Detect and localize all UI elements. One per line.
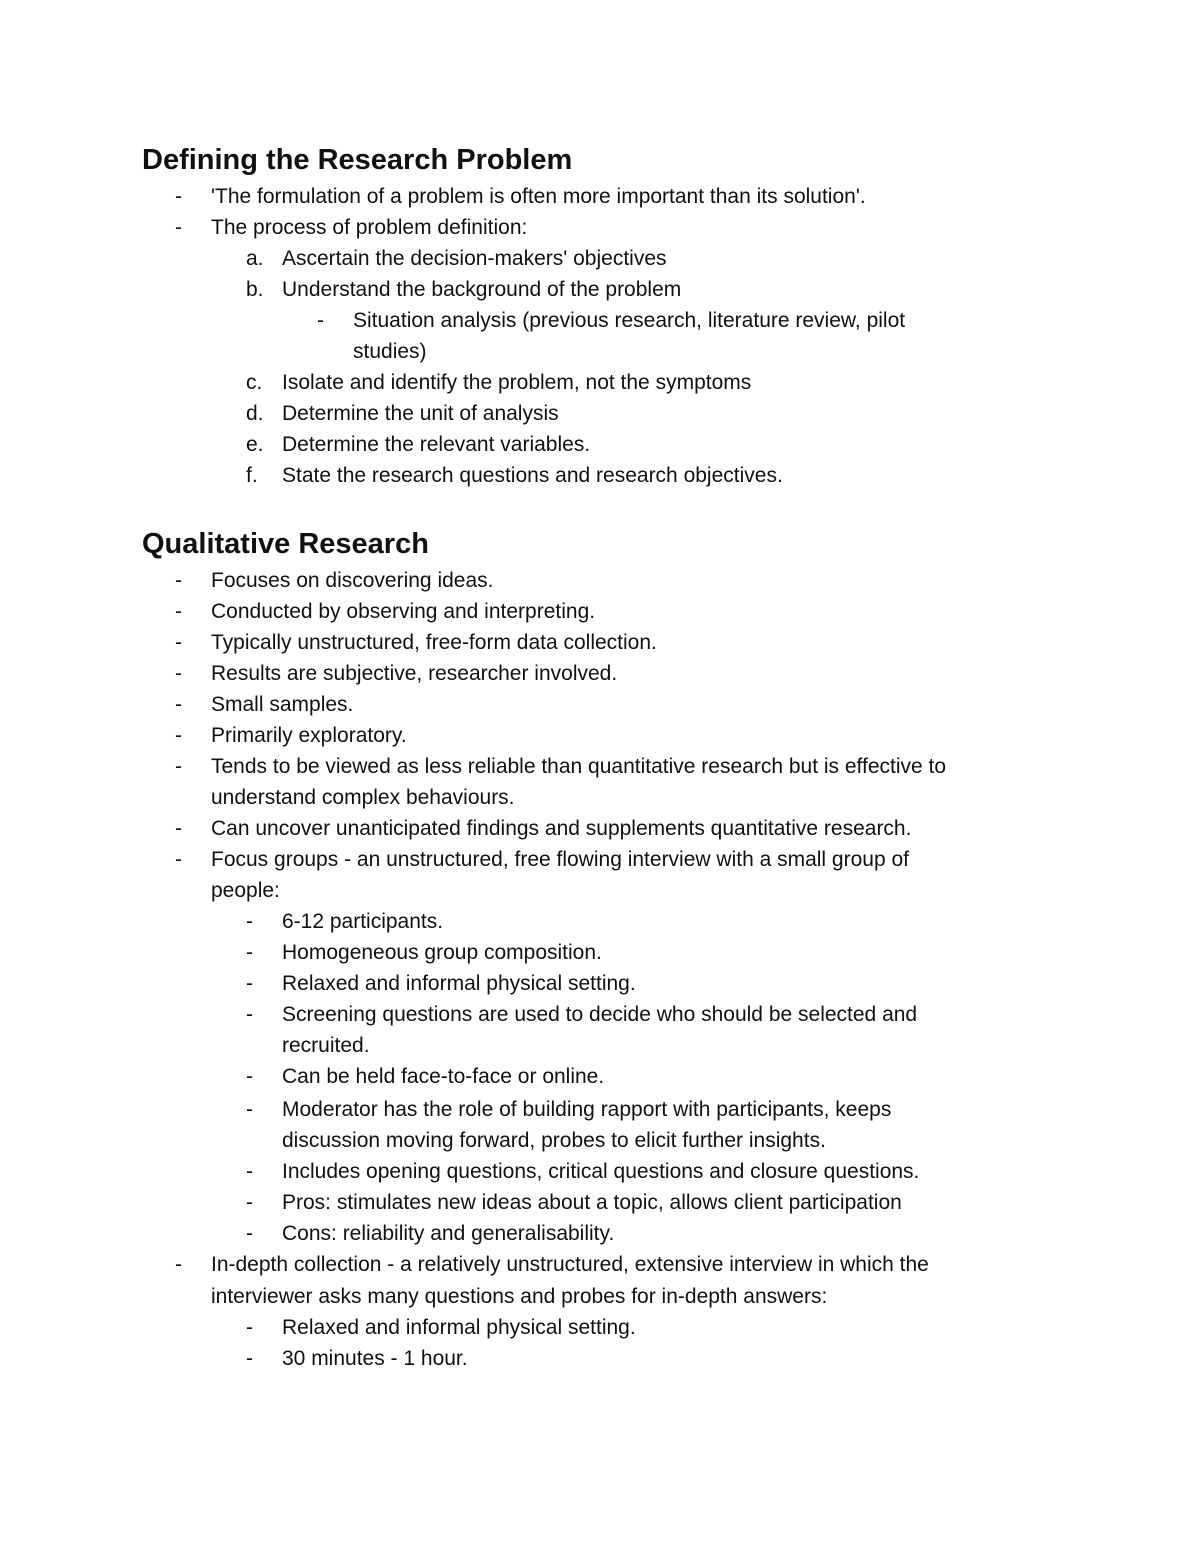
list-item-text: 30 minutes - 1 hour. bbox=[282, 1347, 468, 1370]
list-item-text: Homogeneous group composition. bbox=[282, 941, 602, 964]
list-item-text: Focuses on discovering ideas. bbox=[211, 569, 494, 592]
section-heading-research-problem: Defining the Research Problem bbox=[142, 144, 573, 176]
dash-marker: - bbox=[317, 309, 324, 332]
list-item-text: Includes opening questions, critical questions and closure questions. bbox=[282, 1160, 920, 1183]
list-item-text: Moderator has the role of building rapport with participants, keeps bbox=[282, 1098, 892, 1121]
dash-marker: - bbox=[246, 1347, 253, 1370]
letter-marker: d. bbox=[246, 402, 264, 425]
dash-marker: - bbox=[175, 216, 182, 239]
list-item-text: Typically unstructured, free-form data collection. bbox=[211, 631, 657, 654]
dash-marker: - bbox=[175, 817, 182, 840]
list-item-text: State the research questions and research objectives. bbox=[282, 464, 783, 487]
dash-marker: - bbox=[175, 724, 182, 747]
list-item-text: 6-12 participants. bbox=[282, 910, 444, 933]
dash-marker: - bbox=[175, 569, 182, 592]
list-item-text: Situation analysis (previous research, literature review, pilot bbox=[353, 309, 906, 332]
dash-marker: - bbox=[246, 1098, 253, 1121]
list-item-text: Ascertain the decision-makers' objectives bbox=[282, 247, 667, 270]
list-item-text: Can uncover unanticipated findings and supplements quantitative research. bbox=[211, 817, 912, 840]
dash-marker: - bbox=[175, 600, 182, 623]
letter-marker: c. bbox=[246, 371, 263, 394]
dash-marker: - bbox=[175, 631, 182, 654]
dash-marker: - bbox=[246, 1316, 253, 1339]
dash-marker: - bbox=[246, 1003, 253, 1026]
dash-marker: - bbox=[246, 1065, 253, 1088]
dash-marker: - bbox=[246, 910, 253, 933]
dash-marker: - bbox=[246, 941, 253, 964]
list-item-text: Cons: reliability and generalisability. bbox=[282, 1222, 615, 1245]
dash-marker: - bbox=[175, 848, 182, 871]
list-item-text: Can be held face-to-face or online. bbox=[282, 1065, 605, 1088]
dash-marker: - bbox=[175, 662, 182, 685]
list-item-text: Understand the background of the problem bbox=[282, 278, 682, 301]
list-item-text: Primarily exploratory. bbox=[211, 724, 407, 747]
dash-marker: - bbox=[175, 693, 182, 716]
letter-marker: a. bbox=[246, 247, 264, 270]
list-item-text: understand complex behaviours. bbox=[211, 786, 515, 809]
dash-marker: - bbox=[175, 1253, 182, 1276]
dash-marker: - bbox=[175, 185, 182, 208]
letter-marker: f. bbox=[246, 464, 258, 487]
list-item-text: Small samples. bbox=[211, 693, 354, 716]
list-item-text: recruited. bbox=[282, 1034, 370, 1057]
list-item-text: Focus groups - an unstructured, free flowing interview with a small group of bbox=[211, 848, 909, 871]
list-item-text: Pros: stimulates new ideas about a topic, allows client participation bbox=[282, 1191, 902, 1214]
list-item-text: Determine the relevant variables. bbox=[282, 433, 591, 456]
list-item-text: people: bbox=[211, 879, 280, 902]
list-item-text: Results are subjective, researcher involved. bbox=[211, 662, 618, 685]
list-item-text: studies) bbox=[353, 340, 427, 363]
list-item-text: Screening questions are used to decide who should be selected and bbox=[282, 1003, 918, 1026]
dash-marker: - bbox=[246, 1160, 253, 1183]
dash-marker: - bbox=[246, 1222, 253, 1245]
letter-marker: b. bbox=[246, 278, 264, 301]
dash-marker: - bbox=[246, 1191, 253, 1214]
list-item-text: interviewer asks many questions and probes for in-depth answers: bbox=[211, 1285, 828, 1308]
dash-marker: - bbox=[246, 972, 253, 995]
list-item-text: Conducted by observing and interpreting. bbox=[211, 600, 596, 623]
list-item-text: Determine the unit of analysis bbox=[282, 402, 559, 425]
dash-marker: - bbox=[175, 755, 182, 778]
list-item-text: The process of problem definition: bbox=[211, 216, 528, 239]
list-item-text: In-depth collection - a relatively unstructured, extensive interview in which the bbox=[211, 1253, 929, 1276]
list-item-text: 'The formulation of a problem is often more important than its solution'. bbox=[211, 185, 866, 208]
letter-marker: e. bbox=[246, 433, 264, 456]
list-item-text: Relaxed and informal physical setting. bbox=[282, 1316, 636, 1339]
section-heading-qualitative-research: Qualitative Research bbox=[142, 528, 429, 560]
list-item-text: discussion moving forward, probes to elicit further insights. bbox=[282, 1129, 826, 1152]
list-item-text: Isolate and identify the problem, not the symptoms bbox=[282, 371, 752, 394]
list-item-text: Relaxed and informal physical setting. bbox=[282, 972, 636, 995]
list-item-text: Tends to be viewed as less reliable than quantitative research but is effective to bbox=[211, 755, 947, 778]
